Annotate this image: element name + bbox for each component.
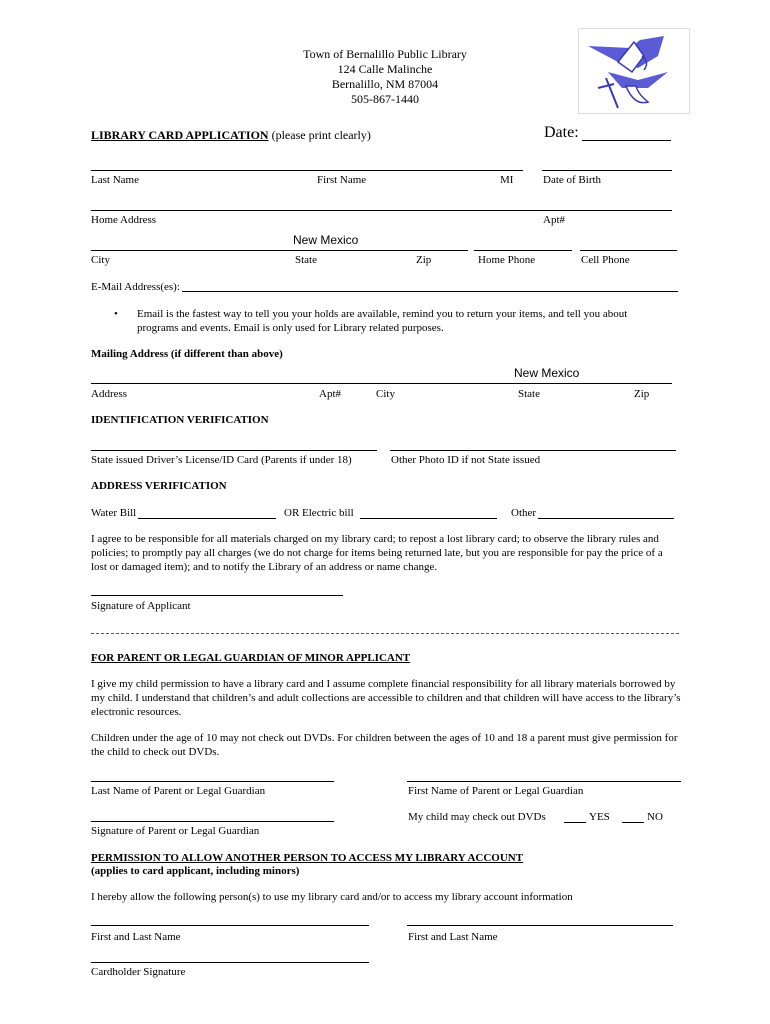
library-name: Town of Bernalillo Public Library <box>303 47 467 61</box>
library-street: 124 Calle Malinche <box>337 62 433 76</box>
dvd-yes-label: YES <box>589 811 610 823</box>
city-label: City <box>91 254 110 266</box>
address-verification-heading: ADDRESS VERIFICATION <box>91 480 227 492</box>
guardian-first-name-label: First Name of Parent or Legal Guardian <box>408 785 584 797</box>
state-id-label: State issued Driver’s License/ID Card (Parents if under 18) <box>91 454 352 466</box>
bullet: • <box>114 308 118 320</box>
permitted-person-2-label: First and Last Name <box>408 931 498 943</box>
home-phone-label: Home Phone <box>478 254 536 266</box>
id-heading: IDENTIFICATION VERIFICATION <box>91 414 269 426</box>
mailing-address-field[interactable] <box>91 383 672 384</box>
state-value: New Mexico <box>293 233 359 247</box>
mailing-state-label: State <box>518 388 540 400</box>
permitted-person-1-label: First and Last Name <box>91 931 181 943</box>
water-bill-field[interactable] <box>138 518 276 519</box>
email-field[interactable] <box>182 291 678 292</box>
other-id-label: Other Photo ID if not State issued <box>391 454 541 466</box>
guardian-para-2: Children under the age of 10 may not check out DVDs. For children between the ages of 10 and 18 a parent must give permission for the child to check out DVDs. <box>91 732 678 758</box>
application-title: LIBRARY CARD APPLICATION (please print clearly) <box>91 128 371 142</box>
mailing-address-label: Address <box>91 388 128 400</box>
electric-bill-field[interactable] <box>360 518 497 519</box>
library-city: Bernalillo, NM 87004 <box>331 77 439 91</box>
permission-text: I hereby allow the following person(s) to use my library card and/or to access my library account information <box>91 891 573 903</box>
home-address-field[interactable] <box>91 210 672 211</box>
guardian-para-1: I give my child permission to have a library card and I assume complete financial responsibility for all library materials borrowed by my child. I understand that children’s and adult collections are accessible to children and that children will have access to the library’s electronic resources. <box>91 678 681 718</box>
name-field[interactable] <box>91 170 523 171</box>
permitted-person-1-field[interactable] <box>91 925 369 926</box>
dob-field[interactable] <box>542 170 672 171</box>
zip-label: Zip <box>416 254 432 266</box>
mailing-state-value: New Mexico <box>514 366 580 380</box>
conquistador-logo <box>578 28 690 114</box>
dvd-no-label: NO <box>647 811 663 823</box>
mailing-zip-label: Zip <box>634 388 650 400</box>
dvd-label: My child may check out DVDs <box>408 811 546 823</box>
cell-phone-field[interactable] <box>580 250 677 251</box>
cardholder-signature-label: Cardholder Signature <box>91 966 186 978</box>
dvd-yes-field[interactable] <box>564 822 586 823</box>
mailing-city-label: City <box>376 388 395 400</box>
state-id-field[interactable] <box>91 450 377 451</box>
guardian-signature-label: Signature of Parent or Legal Guardian <box>91 825 260 837</box>
city-state-zip-field[interactable] <box>91 250 468 251</box>
dob-label: Date of Birth <box>543 174 602 186</box>
guardian-last-name-field[interactable] <box>91 781 334 782</box>
dvd-no-field[interactable] <box>622 822 644 823</box>
agreement-text: I agree to be responsible for all materials charged on my library card; to repost a lost library card; to observe the library rules and policies; to promptly pay all charges (we do not charge for items being returned late, but you are responsible for pay the price of a lost or damaged item); and to notify the Library of an address or name change. <box>91 533 663 573</box>
mi-label: MI <box>500 174 514 186</box>
email-note: Email is the fastest way to tell you your holds are available, remind you to return your items, and tell you about programs and events. Email is only used for Library related purposes. <box>137 308 628 334</box>
permitted-person-2-field[interactable] <box>407 925 673 926</box>
other-id-field[interactable] <box>390 450 676 451</box>
cell-phone-label: Cell Phone <box>581 254 630 266</box>
date-field[interactable] <box>582 140 671 141</box>
date-label: Date: <box>544 124 579 141</box>
first-name-label: First Name <box>317 174 367 186</box>
divider <box>91 633 679 634</box>
other-field[interactable] <box>538 518 674 519</box>
mailing-apt-label: Apt# <box>319 388 341 400</box>
electric-bill-label: OR Electric bill <box>284 507 354 519</box>
home-phone-field[interactable] <box>474 250 572 251</box>
other-label: Other <box>511 507 537 519</box>
guardian-heading: FOR PARENT OR LEGAL GUARDIAN OF MINOR APPLICANT <box>91 652 411 664</box>
guardian-first-name-field[interactable] <box>407 781 681 782</box>
library-phone: 505-867-1440 <box>351 92 419 106</box>
permission-subheading: (applies to card applicant, including minors) <box>91 865 300 877</box>
guardian-signature-field[interactable] <box>91 821 334 822</box>
apt-label: Apt# <box>543 214 565 226</box>
state-label: State <box>295 254 317 266</box>
email-label: E-Mail Address(es): <box>91 281 180 293</box>
last-name-label: Last Name <box>91 174 139 186</box>
water-bill-label: Water Bill <box>91 507 137 519</box>
applicant-signature-label: Signature of Applicant <box>91 600 191 612</box>
guardian-last-name-label: Last Name of Parent or Legal Guardian <box>91 785 266 797</box>
cardholder-signature-field[interactable] <box>91 962 369 963</box>
home-address-label: Home Address <box>91 214 157 226</box>
mailing-heading: Mailing Address (if different than above) <box>91 348 283 360</box>
applicant-signature-field[interactable] <box>91 595 343 596</box>
permission-heading: PERMISSION TO ALLOW ANOTHER PERSON TO ACCESS MY LIBRARY ACCOUNT <box>91 852 524 864</box>
